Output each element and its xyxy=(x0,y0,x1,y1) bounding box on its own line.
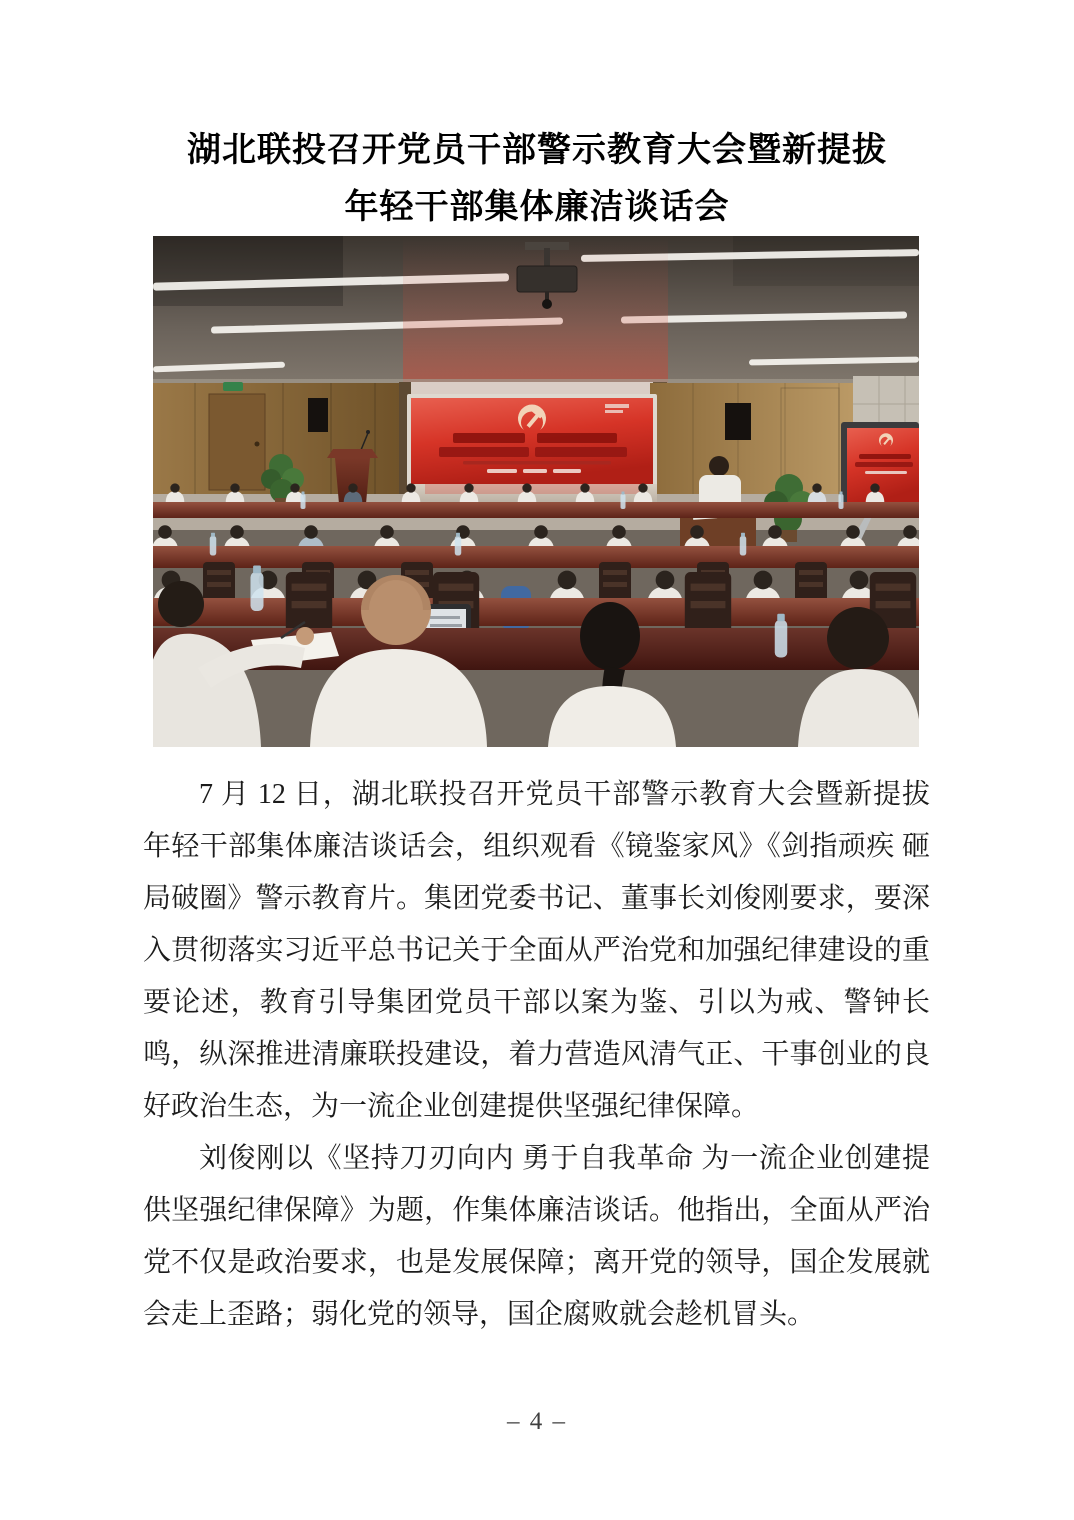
projection-screen xyxy=(407,394,657,504)
exit-sign xyxy=(223,382,243,391)
meeting-photo-scene xyxy=(153,236,919,747)
wall-speaker-left xyxy=(308,398,328,432)
ceiling xyxy=(153,236,919,406)
title-line-2: 年轻干部集体廉洁谈话会 xyxy=(344,189,730,226)
page-title xyxy=(0,0,1074,236)
audience xyxy=(153,483,919,670)
page-number: – 4 – xyxy=(507,1408,567,1435)
meeting-photo xyxy=(153,236,919,747)
article-body xyxy=(143,769,930,1341)
title-line-1: 湖北联投召开党员干部警示教育大会暨新提拔 xyxy=(187,132,887,169)
paragraph-2: 刘俊刚以《坚持刀刃向内 勇于自我革命 为一流企业创建提供坚强纪律保障》为题，作集体廉洁谈话。他指出，全面从严治党不仅是政治要求，也是发展保障；离开党的领导，国企发展就会走上歪路；弱化党的领导，国企腐败就会趁机冒头。 xyxy=(143,1143,930,1330)
paragraph-1: 7 月 12 日，湖北联投召开党员干部警示教育大会暨新提拔年轻干部集体廉洁谈话会，组织观看《镜鉴家风》《剑指顽疾 砸局破圈》警示教育片。集团党委书记、董事长刘俊刚要求，要深入贯彻落实习近平总书记关于全面从严治党和加强纪律建设的重要论述，教育引导集团党员干部以案为鉴、引以为戒、警钟长鸣，纵深推进清廉联投建设，着力营造风清气正、干事创业的良好政治生态，为一流企业创建提供坚强纪律保障。 xyxy=(143,779,930,1122)
wall-speaker-right xyxy=(725,403,751,440)
